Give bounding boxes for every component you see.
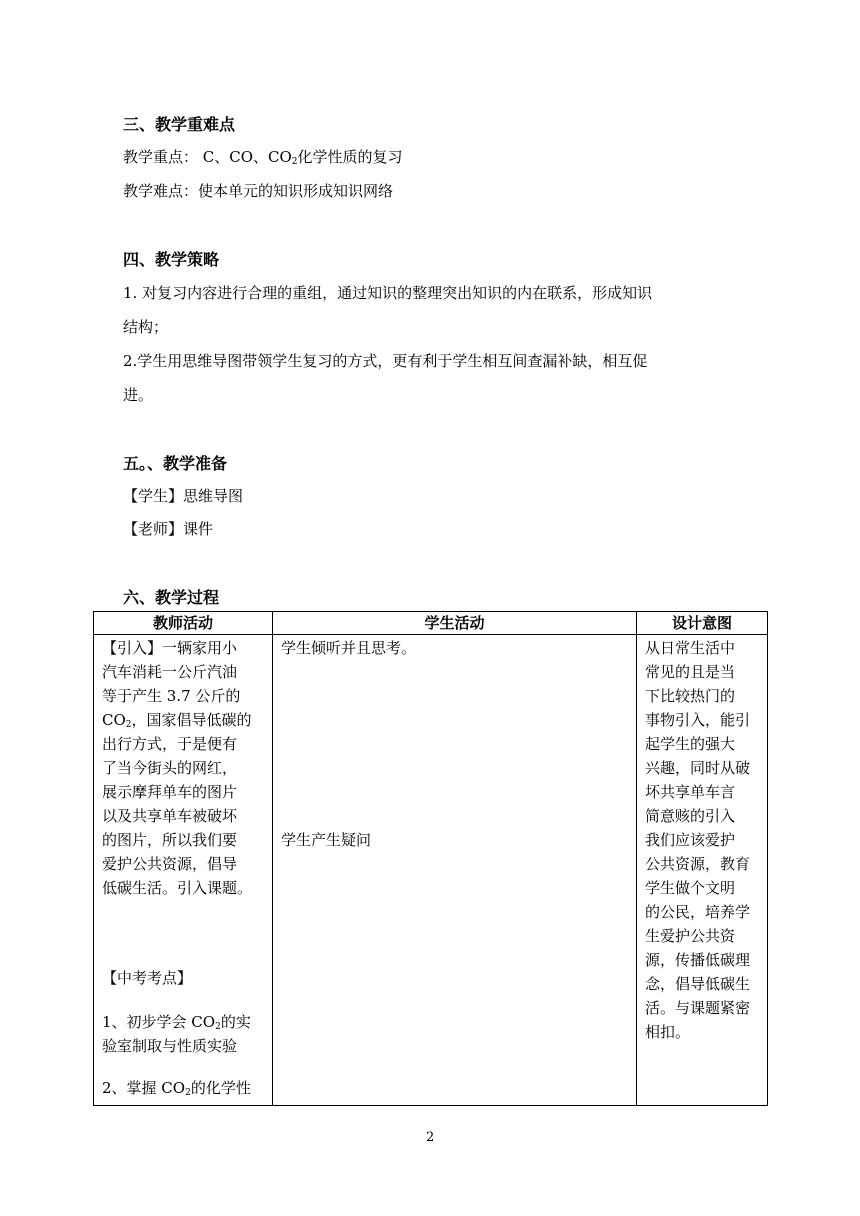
design-intent-cell [637, 635, 768, 1106]
design-line: 念，倡导低碳生 [645, 975, 751, 993]
teacher-line: 爱护公共资源，倡导 [102, 855, 238, 873]
design-line: 的公民，培养学 [645, 903, 751, 921]
header-teacher-activity: 教师活动 [94, 612, 273, 635]
exam-points-title: 【中考考点】 [102, 969, 193, 987]
design-line: 简意赅的引入 [645, 807, 736, 825]
key-point-text: 教学重点： C、CO、$CO_2$化学性质的复习 [123, 148, 403, 167]
section-4-heading: 四、教学策略 [123, 250, 220, 269]
section-3-heading: 三、教学重难点 [123, 115, 236, 134]
header-design-intent: 设计意图 [637, 612, 768, 635]
teacher-activity-cell [94, 635, 273, 1106]
section-5-heading: 五。、教学准备 [123, 454, 228, 473]
design-line: 公共资源，教育 [645, 855, 751, 873]
section-6-heading: 六、教学过程 [123, 588, 220, 607]
design-line: 活。与课题紧密 [645, 999, 751, 1017]
page-number: 2 [426, 1130, 435, 1145]
exam-point-2: 2、掌握 $CO_2$的化学性 [102, 1079, 251, 1098]
teacher-line: 低碳生活。引入课题。 [102, 879, 253, 897]
table-row [94, 635, 768, 1106]
design-line: 兴趣，同时从破 [645, 759, 751, 777]
header-student-activity: 学生活动 [273, 612, 637, 635]
student-prep: 【学生】思维导图 [123, 487, 244, 505]
teacher-line: $CO_2$，国家倡导低碳的 [102, 711, 252, 730]
teacher-line: 【引入】一辆家用小 [102, 639, 238, 657]
table-header-row [94, 612, 768, 635]
difficult-point-text: 教学难点：使本单元的知识形成知识网络 [123, 182, 394, 200]
exam-point-1-cont: 验室制取与性质实验 [102, 1037, 238, 1055]
design-line: 相扣。 [645, 1023, 691, 1041]
teacher-prep: 【老师】课件 [123, 520, 214, 538]
teacher-line: 汽车消耗一公斤汽油 [102, 663, 238, 681]
design-line: 生爱护公共资 [645, 927, 736, 945]
teacher-line: 出行方式，于是便有 [102, 735, 238, 753]
strategy-2-line-1: 2.学生用思维导图带领学生复习的方式，更有利于学生相互间查漏补缺，相互促 [123, 352, 648, 370]
strategy-1-line-1: 1. 对复习内容进行合理的重组，通过知识的整理突出知识的内在联系，形成知识 [123, 284, 653, 302]
design-line: 学生做个文明 [645, 879, 736, 897]
teacher-line: 展示摩拜单车的图片 [102, 783, 238, 801]
student-line: 学生倾听并且思考。 [281, 639, 417, 657]
student-line: 学生产生疑问 [281, 831, 372, 849]
design-line: 我们应该爱护 [645, 831, 736, 849]
design-line: 坏共享单车言 [645, 783, 736, 801]
strategy-1-line-2: 结构； [123, 318, 169, 336]
design-line: 下比较热门的 [645, 687, 736, 705]
design-line: 源，传播低碳理 [645, 951, 751, 969]
teaching-process-table [93, 611, 768, 1106]
teacher-line: 的图片，所以我们要 [102, 831, 238, 849]
student-activity-cell [273, 635, 637, 1106]
exam-point-1: 1、初步学会 $CO_2$的实 [102, 1013, 251, 1032]
design-line: 常见的且是当 [645, 663, 736, 681]
design-line: 事物引入，能引 [645, 711, 751, 729]
design-line: 起学生的强大 [645, 735, 736, 753]
strategy-2-line-2: 进。 [123, 386, 154, 404]
teacher-line: 以及共享单车被破坏 [102, 807, 238, 825]
teacher-line: 了当今街头的网红， [102, 759, 238, 777]
design-line: 从日常生活中 [645, 639, 736, 657]
teacher-line: 等于产生 3.7 公斤的 [102, 687, 241, 705]
